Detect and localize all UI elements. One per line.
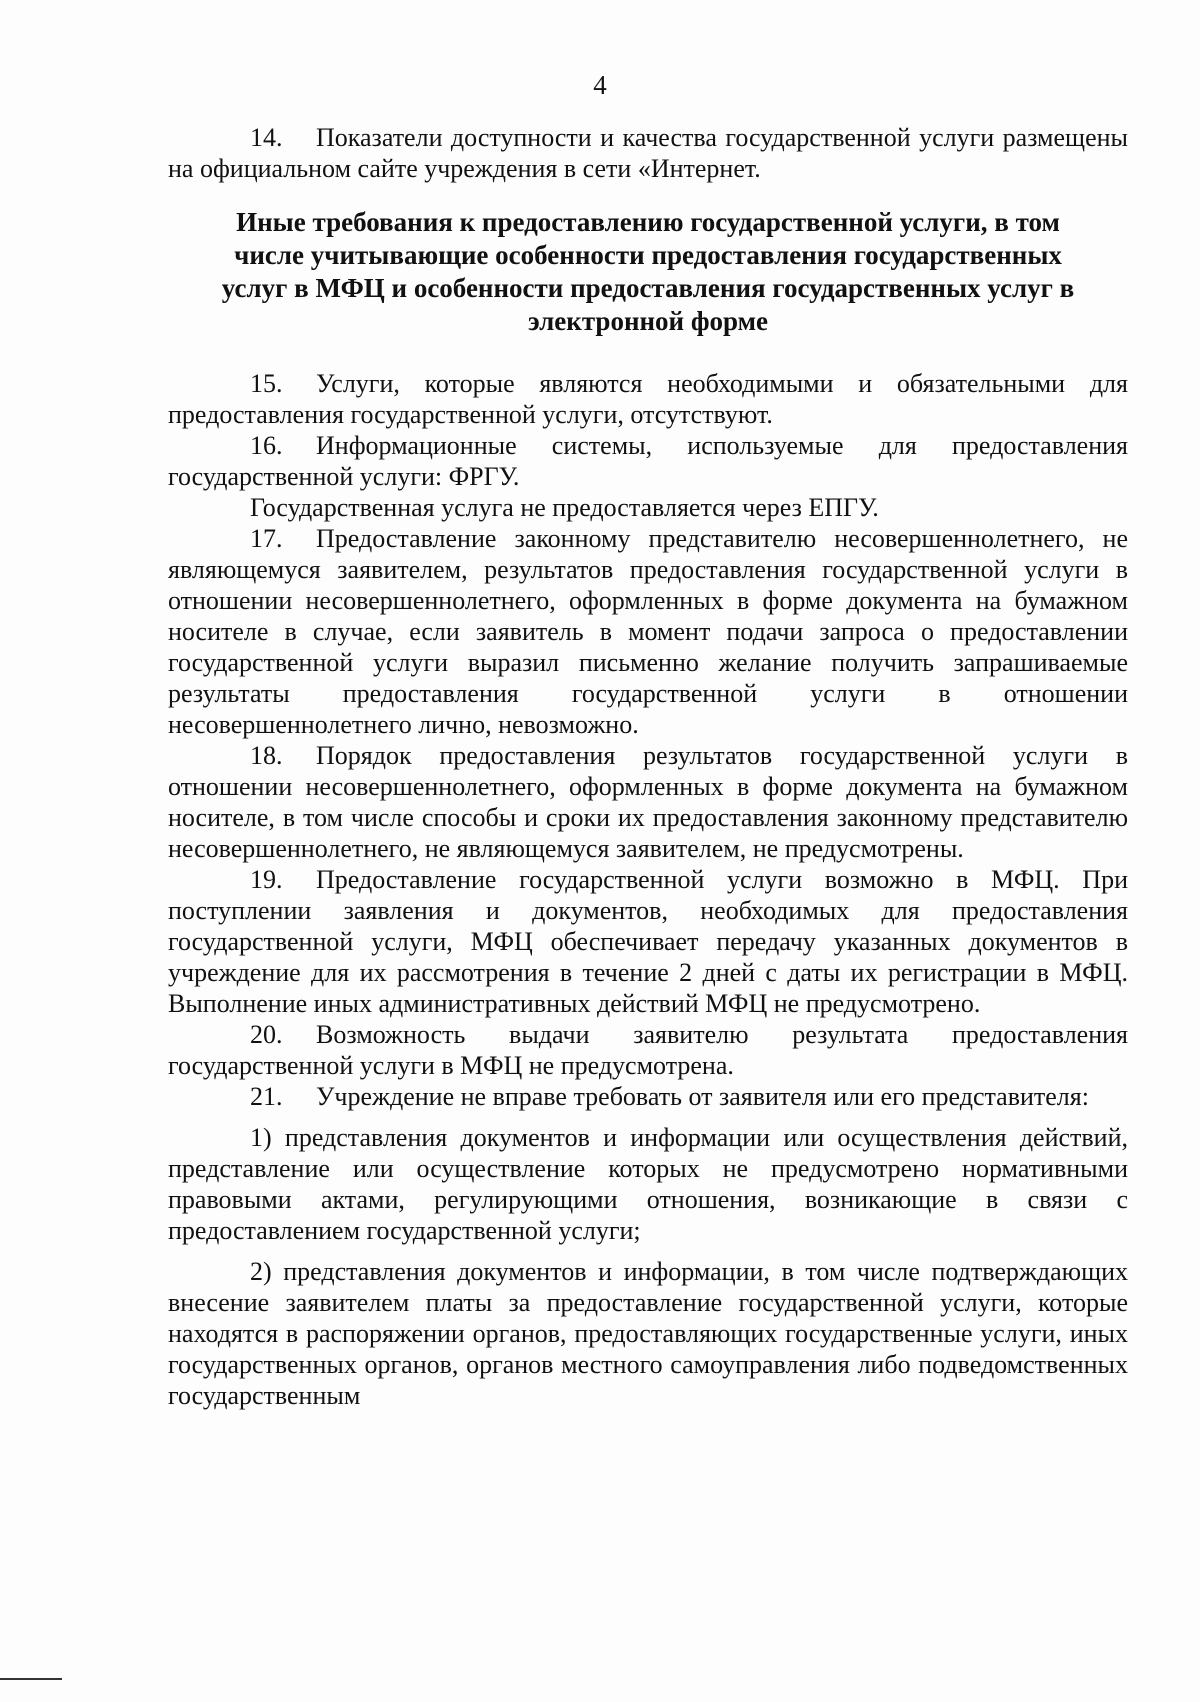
paragraph-21-2 (168, 1256, 1128, 1411)
paragraph-15-number: 15. (250, 369, 283, 398)
paragraph-17-number: 17. (250, 524, 283, 553)
paragraph-14-number: 14. (250, 123, 283, 152)
paragraph-21-2-number: 2) (250, 1257, 272, 1286)
footer-rule (0, 1678, 62, 1680)
paragraph-15 (168, 368, 1128, 430)
paragraph-14-text: Показатели доступности и качества государственной услуги размещены на официальном сайте учреждения в сети «Интернет. (168, 123, 1128, 183)
paragraph-20 (168, 1019, 1128, 1081)
paragraph-19-number: 19. (250, 865, 283, 894)
paragraph-14 (168, 122, 1128, 184)
paragraph-21-number: 21. (250, 1082, 283, 1111)
paragraph-20-text: Возможность выдачи заявителю результата предоставления государственной услуги в МФЦ не предусмотрена. (168, 1020, 1128, 1080)
paragraph-20-number: 20. (250, 1020, 283, 1049)
paragraph-21-1 (168, 1122, 1128, 1246)
paragraph-21-1-text: представления документов и информации или осуществления действий, представление или осуществление которых не предусмотрено нормативными правовыми актами, регулирующими отношения, возникающие в связи с предоставлением государственной услуги; (168, 1123, 1129, 1245)
paragraph-19-text: Предоставление государственной услуги возможно в МФЦ. При поступлении заявления и документов, необходимых для предоставления государственной услуги, МФЦ обеспечивает передачу указанных документов в учреждение для их рассмотрения в течение 2 дней с даты их регистрации в МФЦ. Выполнение иных административных действий МФЦ не предусмотрено. (168, 865, 1128, 1018)
paragraph-17 (168, 523, 1128, 740)
paragraph-21-2-text: представления документов и информации, в том числе подтверждающих внесение заявителем платы за предоставление государственной услуги, которые находятся в распоряжении органов, предоставляющих государственные услуги, иных государственных органов, органов местного самоуправления либо подведомственных государственным (168, 1257, 1129, 1410)
paragraph-16-text: Информационные системы, используемые для предоставления государственной услуги: ФРГУ. (168, 431, 1128, 491)
paragraph-16 (168, 430, 1128, 492)
paragraph-15-text: Услуги, которые являются необходимыми и обязательными для предоставления государственной услуги, отсутствуют. (168, 369, 1128, 429)
paragraph-18 (168, 740, 1128, 864)
section-heading: Иные требования к предоставлению государственной услуги, в том числе учитывающие особенности предоставления государственных услуг в МФЦ и особенности предоставления государственных услуг в электронной форме (221, 207, 1075, 336)
paragraph-16-number: 16. (250, 431, 283, 460)
document-body (168, 122, 1128, 1411)
paragraph-21-text: Учреждение не вправе требовать от заявителя или его представителя: (316, 1082, 1089, 1111)
page-number: 4 (593, 70, 607, 100)
paragraph-21-1-number: 1) (250, 1123, 272, 1152)
paragraph-18-number: 18. (250, 741, 283, 770)
paragraph-16-note: Государственная услуга не предоставляется через ЕПГУ. (250, 493, 879, 522)
paragraph-17-text: Предоставление законному представителю несовершеннолетнего, не являющемуся заявителем, результатов предоставления государственной услуги в отношении несовершеннолетнего, оформленных в форме документа на бумажном носителе в случае, если заявитель в момент подачи запроса о предоставлении государственной услуги выразил письменно желание получить запрашиваемые результаты предоставления государственной услуги в отношении несовершеннолетнего лично, невозможно. (168, 524, 1128, 739)
paragraph-19 (168, 864, 1128, 1019)
paragraph-18-text: Порядок предоставления результатов государственной услуги в отношении несовершеннолетнего, оформленных в форме документа на бумажном носителе, в том числе способы и сроки их предоставления законному представителю несовершеннолетнего, не являющемуся заявителем, не предусмотрены. (168, 741, 1128, 863)
paragraph-21 (168, 1081, 1128, 1112)
